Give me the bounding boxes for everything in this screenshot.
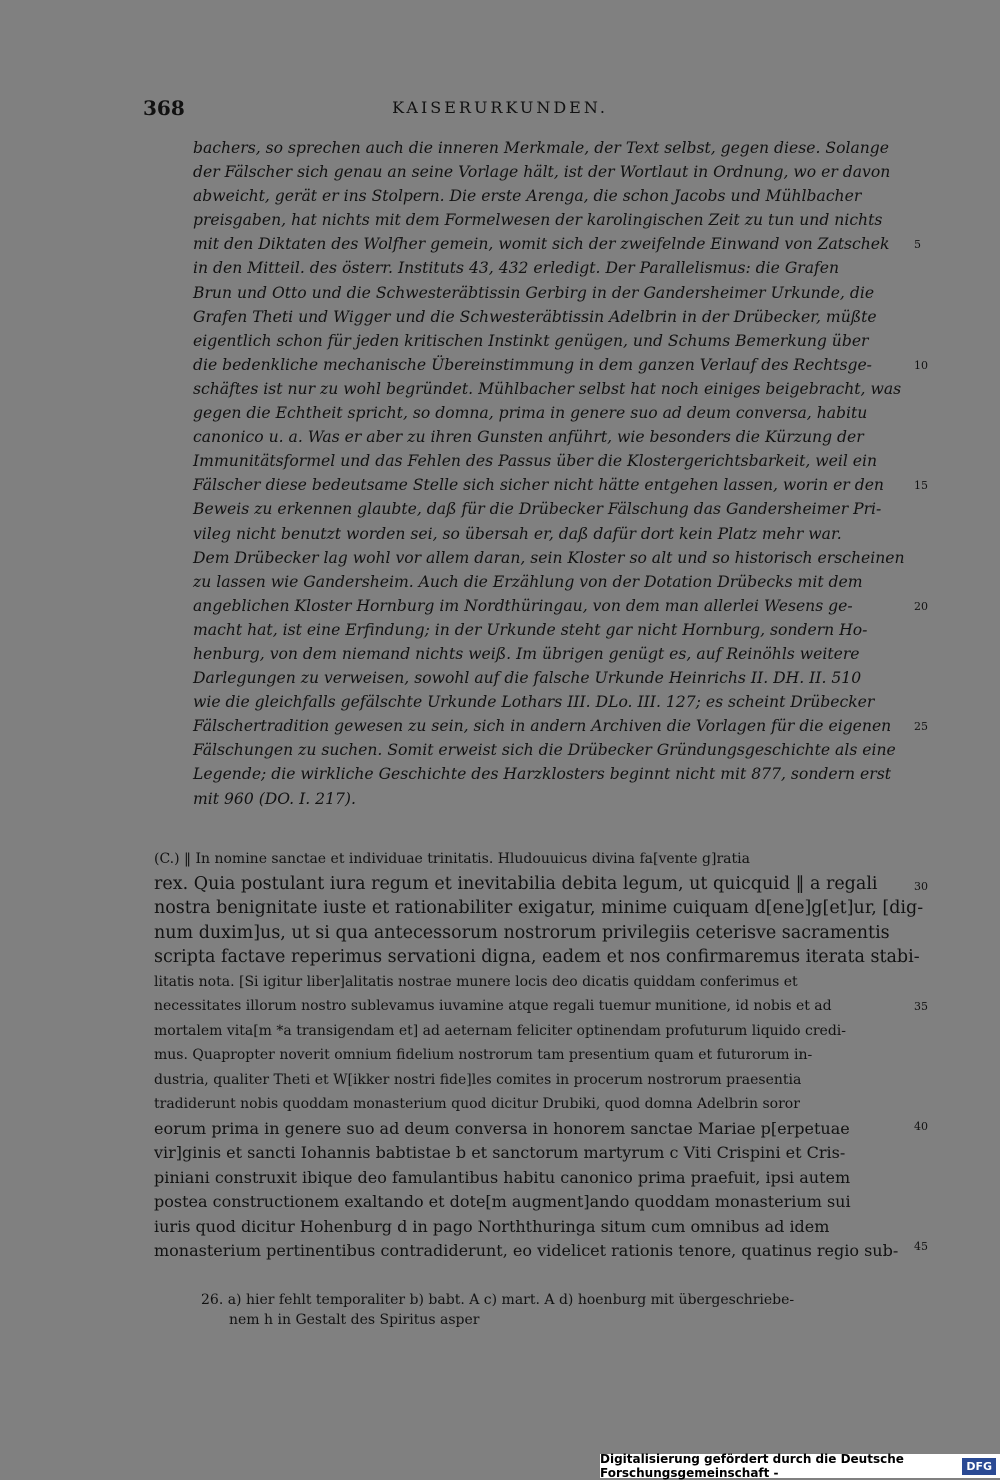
line-number: 5 [914,238,921,251]
text-line: postea constructionem exaltando et dote[m augment]ando quoddam monasterium sui [154,1192,851,1211]
text-line: mus. Quapropter noverit omnium fidelium nostrorum tam presentium quam et futurorum in- [154,1047,813,1063]
text-line: eorum prima in genere suo ad deum conversa in honorem sanctae Mariae p[erpetuae [154,1118,850,1138]
footnotes [201,1290,901,1330]
line-number: 35 [914,1000,928,1013]
text-line: wie die gleichfalls gefälschte Urkunde Lothars III. DLo. III. 127; es scheint Drübecker [193,693,875,712]
text-line: dustria, qualiter Theti et W[ikker nostri fide]les comites in procerum nostrorum praesentia [154,1071,802,1088]
running-title: KAISERURKUNDEN. [392,98,608,117]
text-line: Fälscher diese bedeutsame Stelle sich sicher nicht hätte entgehen lassen, worin er den [193,476,884,495]
text-line: preisgaben, hat nichts mit dem Formelwesen der karolingischen Zeit zu tun und nichts [193,211,883,230]
text-line: tradiderunt nobis quoddam monasterium quod dicitur Drubiki, quod domna Adelbrin soror [154,1096,800,1112]
text-line: angeblichen Kloster Hornburg im Nordthüringau, von dem man allerlei Wesens ge- [193,596,853,615]
footnote-line: nem h in Gestalt des Spiritus asper [229,1312,480,1328]
text-line: necessitates illorum nostro sublevamus iuvamine atque regali tuemur munitione, id nobis et ad [154,998,832,1014]
text-line: piniani construxit ibique deo famulantibus habitu canonico prima praefuit, ipsi autem [154,1167,851,1187]
text-line: die bedenkliche mechanische Übereinstimmung in dem ganzen Verlauf des Rechtsge- [193,355,872,374]
text-line: (C.) ‖ In nomine sanctae et individuae trinitatis. Hludouuicus divina fa[vente g]ratia [154,851,750,867]
text-line: in den Mitteil. des österr. Instituts 43, 432 erledigt. Der Parallelismus: die Grafen [193,259,840,278]
text-line: Beweis zu erkennen glaubte, daß für die Drübecker Fälschung das Gandersheimer Pri- [193,500,882,519]
text-line: scripta factave reperimus servationi digna, eadem et nos confirmaremus iterata stabi- [154,947,920,967]
page-number: 368 [143,96,185,120]
text-line: nostra benignitate iuste et rationabiliter exigatur, minime cuiquam d[ene]g[et]ur, [dig- [154,898,924,918]
text-line: Dem Drübecker lag wohl vor allem daran, sein Kloster so alt und so historisch erscheinen [193,548,905,567]
funding-notice: Digitalisierung gefördert durch die Deutsche Forschungsgemeinschaft - [600,1452,904,1480]
text-line: vileg nicht benutzt worden sei, so übersah er, daß dafür dort kein Platz mehr war. [193,524,842,543]
text-line: Legende; die wirkliche Geschichte des Harzklosters beginnt nicht mit 877, sondern erst [193,765,891,784]
line-number: 20 [914,600,928,613]
text-line: abweicht, gerät er ins Stolpern. Die erste Arenga, die schon Jacobs und Mühlbacher [193,187,862,206]
line-number: 25 [914,720,928,733]
text-line: rex. Quia postulant iura regum et inevitabilia debita legum, ut quicquid ‖ a regali [154,873,878,894]
page-header [0,96,1000,124]
dfg-funding-banner [600,1454,1000,1478]
text-line: canonico u. a. Was er aber zu ihren Gunsten anführt, wie besonders die Kürzung der [193,428,864,447]
text-line: Fälschertradition gewesen zu sein, sich in andern Archiven die Vorlagen für die eigenen [193,717,892,736]
text-line: macht hat, ist eine Erfindung; in der Urkunde steht gar nicht Hornburg, sondern Ho- [193,620,868,639]
line-number: 45 [914,1240,928,1253]
text-line: num duxim]us, ut si qua antecessorum nostrorum privilegiis ceterisve sacramentis [154,922,890,943]
line-number: 15 [914,479,928,492]
footnote-line: 26. a) hier fehlt temporaliter b) babt. A c) mart. A d) hoenburg mit übergeschriebe- [201,1292,795,1308]
text-line: Grafen Theti und Wigger und die Schwesteräbtissin Adelbrin in der Drübecker, müßte [193,307,877,326]
text-line: schäftes ist nur zu wohl begründet. Mühlbacher selbst hat noch einiges beigebracht, was [193,379,902,398]
dfg-logo-icon: DFG [962,1458,996,1475]
text-line: gegen die Echtheit spricht, so domna, prima in genere suo ad deum conversa, habitu [193,404,868,423]
text-line: eigentlich schon für jeden kritischen Instinkt genügen, und Schums Bemerkung über [193,331,869,350]
commentary-block [193,136,905,811]
text-line: Immunitätsformel und das Fehlen des Passus über die Klostergerichtsbarkeit, weil ein [193,452,878,471]
text-line: mit 960 (DO. I. 217). [193,789,356,808]
text-line: Fälschungen zu suchen. Somit erweist sich die Drübecker Gründungsgeschichte als eine [193,741,896,760]
line-number: 40 [914,1120,928,1133]
text-line: Darlegungen zu verweisen, sowohl auf die falsche Urkunde Heinrichs II. DH. II. 510 [193,669,862,688]
text-line: zu lassen wie Gandersheim. Auch die Erzählung von der Dotation Drübecks mit dem [193,572,863,591]
text-line: iuris quod dicitur Hohenburg d in pago Norththuringa situm cum omnibus ad idem [154,1216,830,1236]
text-line: bachers, so sprechen auch die inneren Merkmale, der Text selbst, gegen diese. Solange [193,139,890,157]
text-line: monasterium pertinentibus contradiderunt, eo videlicet rationis tenore, quatinus regio sub- [154,1241,899,1260]
text-line: vir]ginis et sancti Iohannis babtistae b et sanctorum martyrum c Viti Crispini et Cris- [154,1143,846,1162]
text-line: litatis nota. [Si igitur liber]alitatis nostrae munere locis deo dicatis quiddam conferimus et [154,973,798,990]
text-line: henburg, von dem niemand nichts weiß. Im übrigen genügt es, auf Reinöhls weitere [193,644,860,663]
text-line: mortalem vita[m *a transigendam et] ad aeternam feliciter optinendam profuturum liquido credi- [154,1022,846,1039]
line-number: 30 [914,880,928,893]
text-line: mit den Diktaten des Wolfher gemein, womit sich der zweifelnde Einwand von Zatschek [193,235,890,254]
text-line: der Fälscher sich genau an seine Vorlage hält, ist der Wortlaut in Ordnung, wo er davon [193,163,891,182]
line-number: 10 [914,359,928,372]
text-line: Brun und Otto und die Schwesteräbtissin Gerbirg in der Gandersheimer Urkunde, die [193,283,875,302]
